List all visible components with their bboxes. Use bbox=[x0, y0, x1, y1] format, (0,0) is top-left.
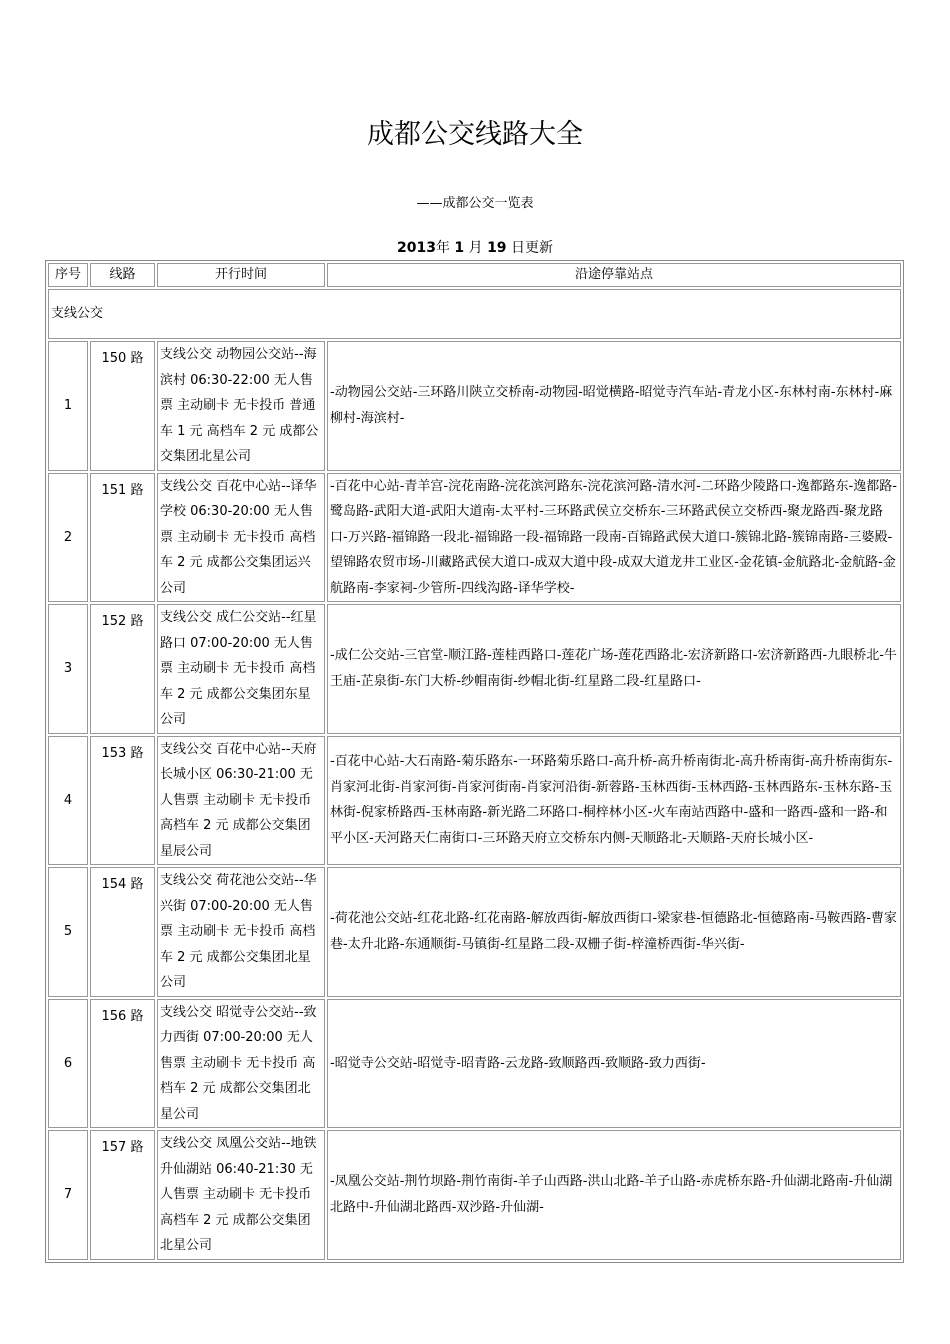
route-schedule: 支线公交 凤凰公交站--地铁升仙湖站 06:40-21:30 无人售票 主动刷卡 无卡投币 高档车 2 元 成都公交集团北星公司 bbox=[157, 1130, 325, 1260]
route-name: 157 路 bbox=[90, 1130, 155, 1260]
route-schedule: 支线公交 成仁公交站--红星路口 07:00-20:00 无人售票 主动刷卡 无卡投币 高档车 2 元 成都公交集团东星公司 bbox=[157, 604, 325, 734]
row-number: 3 bbox=[48, 604, 88, 734]
section-title: 支线公交 bbox=[48, 289, 901, 339]
route-schedule: 支线公交 荷花池公交站--华兴街 07:00-20:00 无人售票 主动刷卡 无卡投币 高档车 2 元 成都公交集团北星公司 bbox=[157, 867, 325, 997]
row-number: 4 bbox=[48, 736, 88, 866]
route-name: 156 路 bbox=[90, 999, 155, 1129]
row-number: 1 bbox=[48, 341, 88, 471]
update-day: 19 bbox=[487, 240, 507, 256]
route-stops: -成仁公交站-三官堂-顺江路-莲桂西路口-莲花广场-莲花西路北-宏济新路口-宏济新路西-九眼桥北-牛王庙-芷泉街-东门大桥-纱帽南街-纱帽北街-红星路二段-红星路口- bbox=[327, 604, 901, 734]
table-row bbox=[48, 1130, 901, 1260]
route-stops: -百花中心站-大石南路-菊乐路东-一环路菊乐路口-高升桥-高升桥南街北-高升桥南街-高升桥南街东-肖家河北街-肖家河街-肖家河街南-肖家河沿街-新蓉路-玉林西街-玉林西路-玉林西路东-玉林东路-玉林街-倪家桥路西-玉林南路-新光路二环路口-桐梓林小区-火车南站西路中-盛和一路西-盛和一路-和平小区-天河路天仁南街口-三环路天府立交桥东内侧-天顺路北-天顺路-天府长城小区- bbox=[327, 736, 901, 866]
route-stops: -昭觉寺公交站-昭觉寺-昭青路-云龙路-致顺路西-致顺路-致力西街- bbox=[327, 999, 901, 1129]
table-row bbox=[48, 736, 901, 866]
row-number: 5 bbox=[48, 867, 88, 997]
update-date: 2013年 1 月 19 日更新 bbox=[396, 240, 553, 256]
section-row bbox=[48, 289, 901, 339]
table-row bbox=[48, 604, 901, 734]
row-number: 2 bbox=[48, 473, 88, 603]
route-schedule: 支线公交 昭觉寺公交站--致力西街 07:00-20:00 无人售票 主动刷卡 无卡投币 高档车 2 元 成都公交集团北星公司 bbox=[157, 999, 325, 1129]
route-stops: -荷花池公交站-红花北路-红花南路-解放西街-解放西街口-梁家巷-恒德路北-恒德路南-马鞍西路-曹家巷-太升北路-东通顺街-马镇街-红星路二段-双栅子街-梓潼桥西街-华兴街- bbox=[327, 867, 901, 997]
route-name: 150 路 bbox=[90, 341, 155, 471]
table-header-row bbox=[48, 263, 901, 287]
update-year: 2013 bbox=[396, 240, 436, 256]
route-schedule: 支线公交 百花中心站--译华学校 06:30-20:00 无人售票 主动刷卡 无卡投币 高档车 2 元 成都公交集团运兴公司 bbox=[157, 473, 325, 603]
row-number: 7 bbox=[48, 1130, 88, 1260]
route-stops: -动物园公交站-三环路川陕立交桥南-动物园-昭觉横路-昭觉寺汽车站-青龙小区-东林村南-东林村-麻柳村-海滨村- bbox=[327, 341, 901, 471]
bus-routes-table bbox=[45, 260, 904, 1263]
page-title: 成都公交线路大全 bbox=[367, 119, 583, 150]
route-name: 153 路 bbox=[90, 736, 155, 866]
route-schedule: 支线公交 百花中心站--天府长城小区 06:30-21:00 无人售票 主动刷卡 无卡投币 高档车 2 元 成都公交集团星辰公司 bbox=[157, 736, 325, 866]
header-no: 序号 bbox=[48, 263, 88, 287]
table-row bbox=[48, 867, 901, 997]
header-time: 开行时间 bbox=[157, 263, 325, 287]
header-route: 线路 bbox=[90, 263, 155, 287]
update-month: 1 bbox=[454, 240, 465, 256]
route-stops: -百花中心站-青羊宫-浣花南路-浣花滨河路东-浣花滨河路-清水河-二环路少陵路口-逸都路东-逸都路-鹭岛路-武阳大道-武阳大道南-太平村-三环路武侯立交桥东-三环路武侯立交桥西-聚龙路西-聚龙路口-万兴路-福锦路一段北-福锦路一段-福锦路一段南-百锦路武侯大道口-簇锦北路-簇锦南路-三婆殿-望锦路农贸市场-川藏路武侯大道口-成双大道中段-成双大道龙井工业区-金花镇-金航路北-金航路-金航路南-李家祠-少管所-四线沟路-译华学校- bbox=[327, 473, 901, 603]
route-stops: -凤凰公交站-荆竹坝路-荆竹南街-羊子山西路-洪山北路-羊子山路-赤虎桥东路-升仙湖北路南-升仙湖北路中-升仙湖北路西-双沙路-升仙湖- bbox=[327, 1130, 901, 1260]
route-name: 152 路 bbox=[90, 604, 155, 734]
route-name: 154 路 bbox=[90, 867, 155, 997]
header-stops: 沿途停靠站点 bbox=[327, 263, 901, 287]
row-number: 6 bbox=[48, 999, 88, 1129]
page-subtitle: ——成都公交一览表 bbox=[416, 196, 534, 211]
route-schedule: 支线公交 动物园公交站--海滨村 06:30-22:00 无人售票 主动刷卡 无卡投币 普通车 1 元 高档车 2 元 成都公交集团北星公司 bbox=[157, 341, 325, 471]
route-name: 151 路 bbox=[90, 473, 155, 603]
table-row bbox=[48, 341, 901, 471]
table-row bbox=[48, 999, 901, 1129]
table-row bbox=[48, 473, 901, 603]
